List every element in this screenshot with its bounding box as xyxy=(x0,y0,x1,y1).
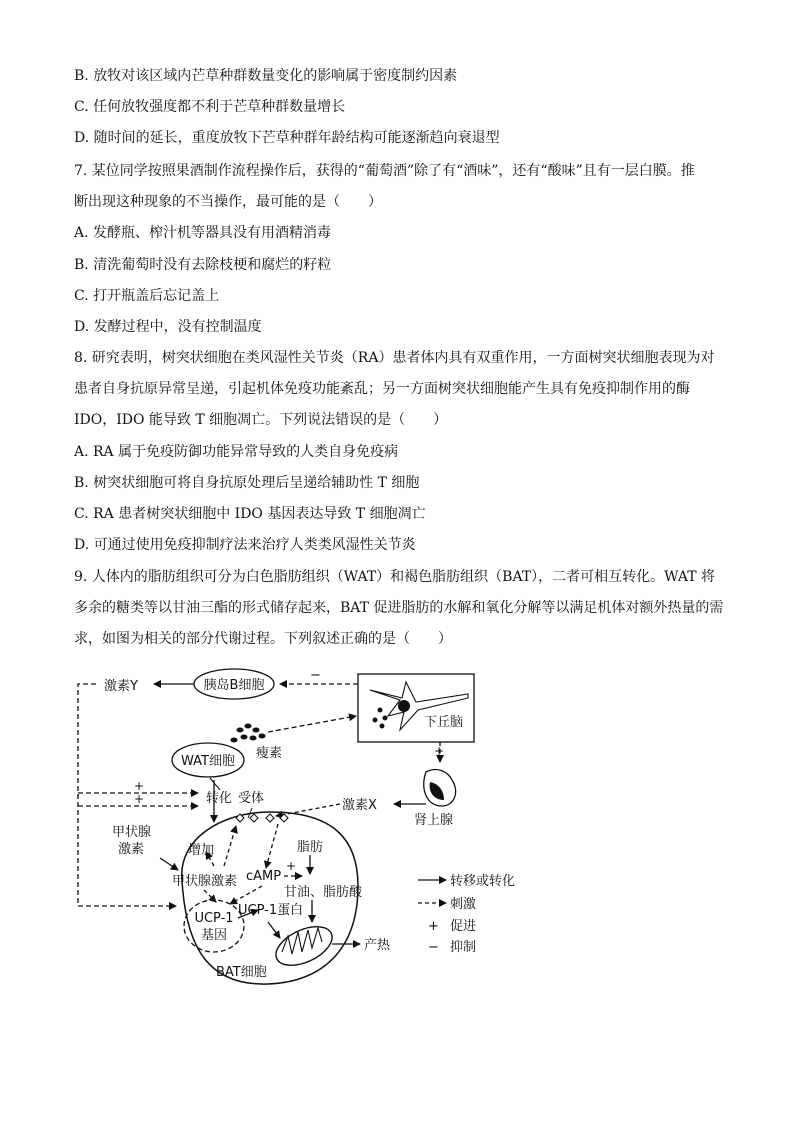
text-line: C. 任何放牧强度都不利于芒草种群数量增长 xyxy=(74,99,346,115)
arrow-x-to-receptor xyxy=(276,804,340,816)
thyroid-hormone-label: 甲状腺 xyxy=(112,825,152,840)
camp-label: cAMP xyxy=(246,869,282,884)
text-line: C. 打开瓶盖后忘记盖上 xyxy=(74,288,220,304)
thyroid-hormone-label: 激素 xyxy=(118,842,145,857)
leptin-label: 瘦素 xyxy=(256,746,283,761)
text-line: 断出现这种现象的不当操作，最可能的是（ ） xyxy=(74,194,382,210)
adrenal-label: 肾上腺 xyxy=(414,813,454,828)
legend xyxy=(418,874,515,955)
plus-sign: + xyxy=(286,859,297,873)
legend-promote-label: 促进 xyxy=(450,919,477,934)
text-line: D. 随时间的延长，重度放牧下芒草种群年龄结构可能逐渐趋向衰退型 xyxy=(74,130,500,146)
arrow-thyroid-to-receptor xyxy=(224,826,236,866)
glycerol-fatty-acid-label: 甘油、脂肪酸 xyxy=(284,885,363,900)
ucp1-protein-label: UCP-1蛋白 xyxy=(238,903,304,918)
text-line: IDO，IDO 能导致 T 细胞凋亡。下列说法错误的是（ ） xyxy=(74,412,448,428)
heat-label: 产热 xyxy=(364,938,391,953)
text-line: D. 可通过使用免疫抑制疗法来治疗人类类风湿性关节炎 xyxy=(74,537,416,553)
hormone-y-label: 激素Y xyxy=(104,679,138,694)
text-line: 多余的糖类等以甘油三酯的形式储存起来，BAT 促进脂肪的水解和氧化分解等以满足机体对额外热量的需 xyxy=(74,600,724,616)
receptor-label: 受体 xyxy=(238,791,265,806)
text-line: A. RA 属于免疫防御功能异常导致的人类自身免疫病 xyxy=(74,444,399,460)
arrow-thyroid-enter xyxy=(160,858,178,870)
bat-cell-label: BAT细胞 xyxy=(216,965,267,980)
text-line: B. 清洗葡萄时没有去除枝梗和腐烂的籽粒 xyxy=(74,257,332,273)
legend-minus: − xyxy=(428,940,439,955)
wat-cell-label: WAT细胞 xyxy=(181,754,235,769)
text-line: 求，如图为相关的部分代谢过程。下列叙述正确的是（ ） xyxy=(74,631,452,647)
legend-transfer-label: 转移或转化 xyxy=(450,874,516,889)
fat-label: 脂肪 xyxy=(297,840,324,855)
legend-inhibit-label: 抑制 xyxy=(450,940,477,955)
arrow-thyroid-to-gene xyxy=(204,890,216,902)
mitochondrion-icon xyxy=(270,919,338,973)
ucp1-gene-label: 基因 xyxy=(200,928,228,943)
arrow-hormone-y-to-bat xyxy=(78,684,176,906)
islet-b-cell-label: 胰岛B细胞 xyxy=(203,678,265,693)
leptin-molecules-icon xyxy=(231,724,266,743)
plus-sign: + xyxy=(434,744,445,758)
hypothalamus-box xyxy=(358,674,474,742)
text-line: 8. 研究表明，树突状细胞在类风湿性关节炎（RA）患者体内具有双重作用，一方面树突状细胞表现为对 xyxy=(74,350,715,366)
minus-sign: − xyxy=(310,668,321,683)
wat-cell-stem xyxy=(210,778,220,790)
ucp1-gene-circle xyxy=(184,900,244,952)
thyroid-hormone-inner-label: 甲状腺激素 xyxy=(172,874,238,889)
text-line: D. 发酵过程中，没有控制温度 xyxy=(74,319,262,335)
plus-sign: + xyxy=(134,779,145,793)
text-line: A. 发酵瓶、榨汁机等器具没有用酒精消毒 xyxy=(74,225,332,241)
plus-sign: + xyxy=(134,792,145,806)
arrow-leptin-to-hypothalamus xyxy=(268,716,356,732)
text-line: 7. 某位同学按照果酒制作流程操作后，获得的“葡萄酒”除了有“酒味”，还有“酸味”且有一层白膜。推 xyxy=(74,163,695,179)
legend-plus: + xyxy=(428,919,439,934)
convert-label: 转化 xyxy=(206,791,233,806)
text-line: 患者自身抗原异常呈递，引起机体免疫功能紊乱；另一方面树突状细胞能产生具有免疫抑制作用的酶 xyxy=(74,381,690,397)
metabolism-diagram xyxy=(70,660,540,1000)
hormone-x-label: 激素X xyxy=(342,798,377,813)
text-line: C. RA 患者树突状细胞中 IDO 基因表达导致 T 细胞凋亡 xyxy=(74,506,426,522)
text-line: B. 放牧对该区域内芒草种群数量变化的影响属于密度制约因素 xyxy=(74,68,458,84)
text-line: B. 树突状细胞可将自身抗原处理后呈递给辅助性 T 细胞 xyxy=(74,475,420,491)
legend-stimulate-label: 刺激 xyxy=(450,897,477,912)
adrenal-medulla xyxy=(430,782,444,800)
increase-label: 增加 xyxy=(188,843,215,858)
ucp1-gene-label: UCP-1 xyxy=(194,911,234,926)
arrow-receptor-to-camp xyxy=(266,824,278,868)
hypothalamus-label: 下丘脑 xyxy=(424,715,464,730)
text-line: 9. 人体内的脂肪组织可分为白色脂肪组织（WAT）和褐色脂肪组织（BAT），二者可相互转化。WAT 将 xyxy=(74,569,715,585)
arrow-protein-to-mito xyxy=(268,922,280,938)
